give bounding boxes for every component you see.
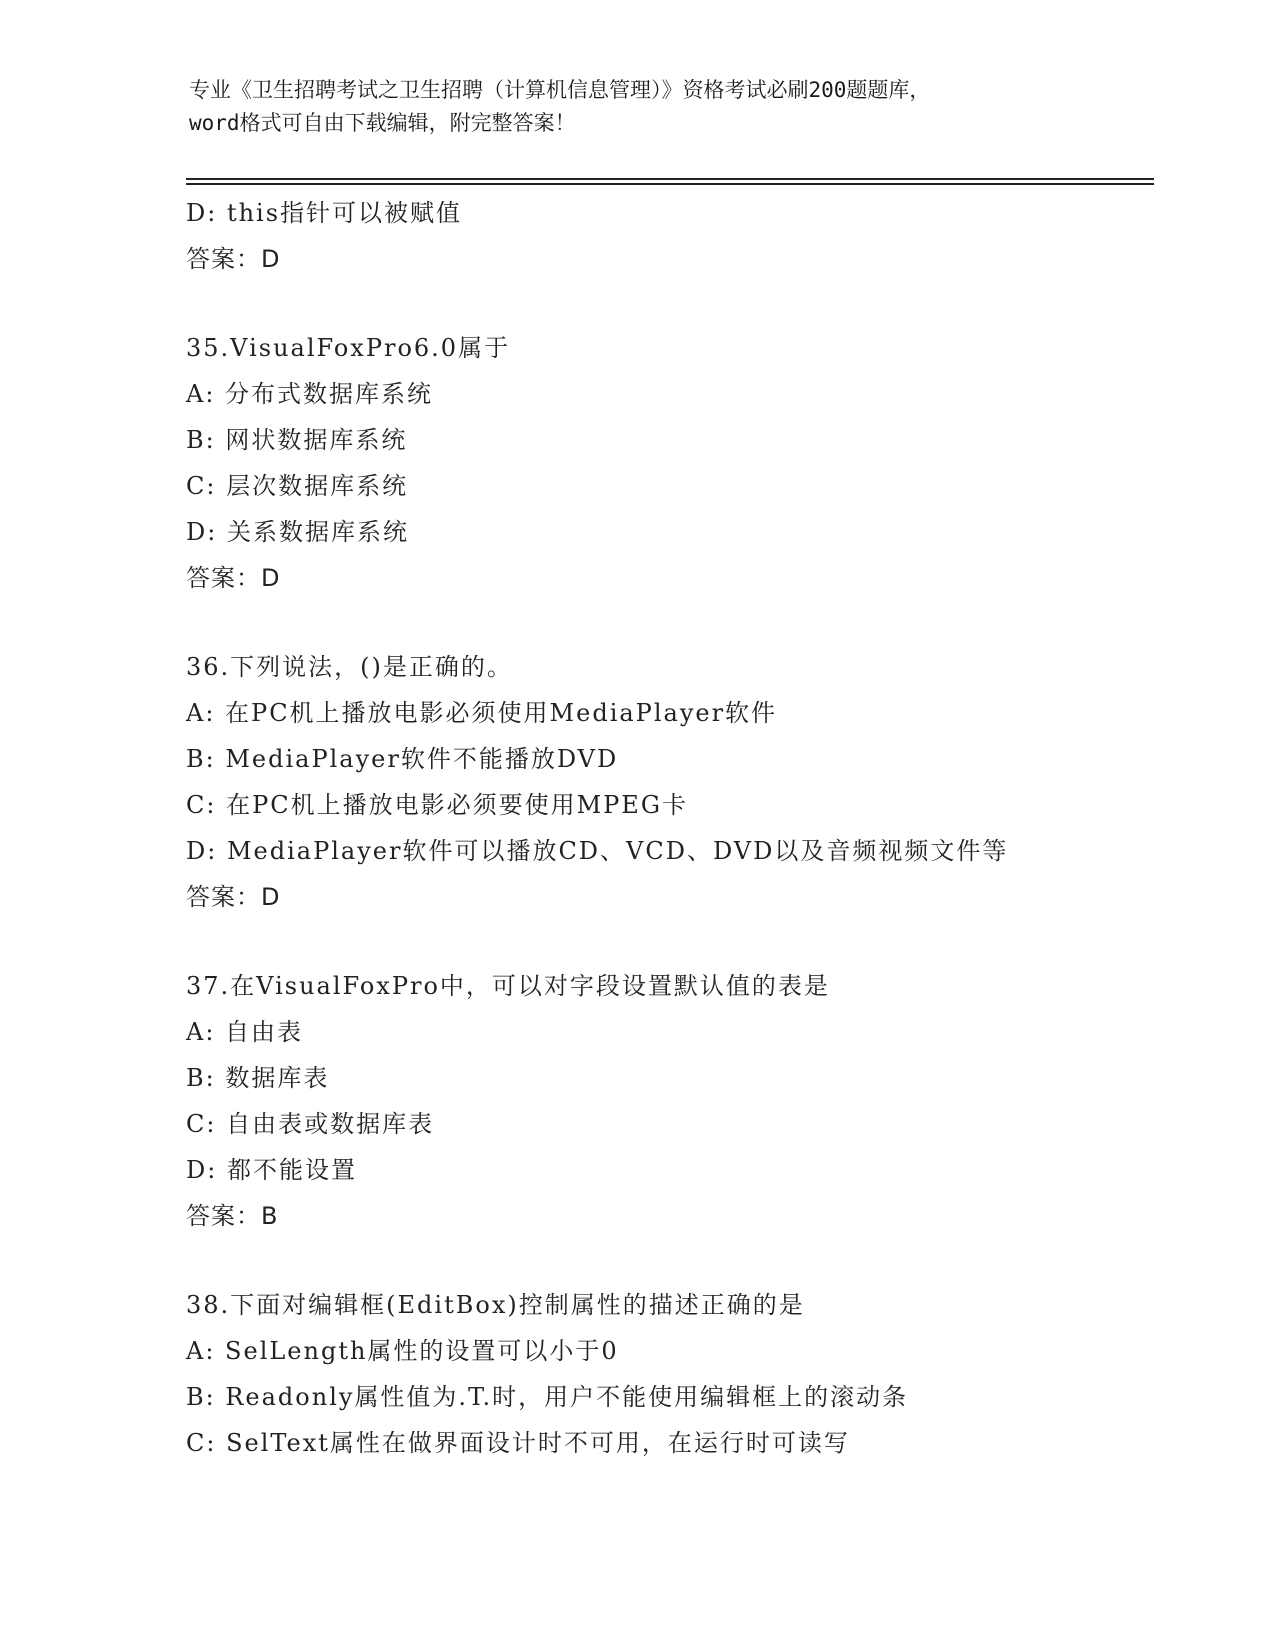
question-block (186, 190, 1156, 282)
answer-option: B: Readonly属性值为.T.时，用户不能使用编辑框上的滚动条 (186, 1383, 909, 1411)
answer-option: C: 层次数据库系统 (186, 472, 409, 500)
block-spacer (186, 920, 1156, 963)
answer-option: B: MediaPlayer软件不能播放DVD (186, 745, 619, 773)
answer-option: D: MediaPlayer软件可以播放CD、VCD、DVD以及音频视频文件等 (186, 837, 1009, 865)
block-spacer (186, 282, 1156, 325)
block-spacer (186, 601, 1156, 644)
question-block (186, 325, 1156, 601)
answer-option: A: 在PC机上播放电影必须使用MediaPlayer软件 (186, 699, 778, 727)
answer-option: A: 分布式数据库系统 (186, 380, 434, 408)
question-list (186, 190, 1156, 1466)
answer-key: 答案：B (186, 1202, 279, 1230)
header-line-2: word格式可自由下载编辑，附完整答案！ (189, 111, 576, 135)
question-block (186, 1282, 1156, 1466)
answer-option: D: 都不能设置 (186, 1156, 357, 1184)
document-header (189, 74, 1089, 140)
block-spacer (186, 1239, 1156, 1282)
answer-key: 答案：D (186, 883, 281, 911)
answer-key: 答案：D (186, 564, 281, 592)
answer-option: A: 自由表 (186, 1018, 304, 1046)
question-block (186, 963, 1156, 1239)
header-divider-bottom (186, 183, 1154, 185)
answer-option: C: SelText属性在做界面设计时不可用，在运行时可读写 (186, 1429, 850, 1457)
answer-option: C: 在PC机上播放电影必须要使用MPEG卡 (186, 791, 689, 819)
answer-option: D: 关系数据库系统 (186, 518, 409, 546)
question-stem: 36.下列说法，()是正确的。 (186, 653, 513, 681)
header-line-1: 专业《卫生招聘考试之卫生招聘（计算机信息管理）》资格考试必刷200题题库， (189, 78, 931, 102)
answer-key: 答案：D (186, 245, 281, 273)
question-stem: 38.下面对编辑框(EditBox)控制属性的描述正确的是 (186, 1291, 805, 1319)
answer-option: D: this指针可以被赋值 (186, 199, 463, 227)
answer-option: B: 数据库表 (186, 1064, 330, 1092)
answer-option: A: SelLength属性的设置可以小于0 (186, 1337, 619, 1365)
question-stem: 35.VisualFoxPro6.0属于 (186, 334, 511, 362)
header-divider-top (186, 178, 1154, 180)
answer-option: C: 自由表或数据库表 (186, 1110, 435, 1138)
answer-option: B: 网状数据库系统 (186, 426, 408, 454)
question-stem: 37.在VisualFoxPro中，可以对字段设置默认值的表是 (186, 972, 830, 1000)
question-block (186, 644, 1156, 920)
